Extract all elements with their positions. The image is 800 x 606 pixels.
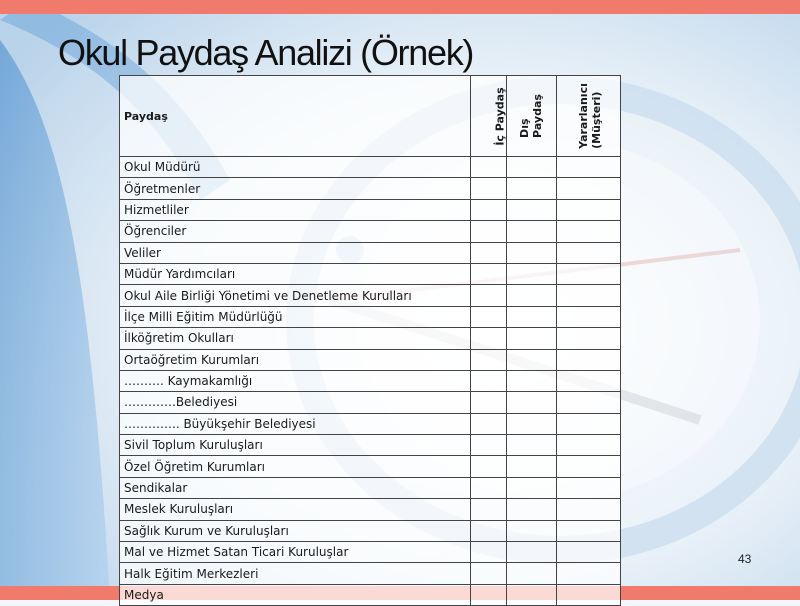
check-cell-external[interactable]: [506, 328, 556, 349]
check-cell-external[interactable]: [506, 456, 556, 477]
check-cell-internal[interactable]: [470, 370, 506, 391]
check-cell-beneficiary[interactable]: [556, 435, 620, 456]
stakeholder-name-cell: Meslek Kuruluşları: [120, 499, 471, 520]
check-cell-beneficiary[interactable]: [556, 157, 620, 178]
check-cell-beneficiary[interactable]: [556, 477, 620, 498]
table-row: [120, 456, 621, 477]
stakeholder-name-cell: İlçe Milli Eğitim Müdürlüğü: [120, 306, 471, 327]
table-row: [120, 520, 621, 541]
header-external: Dış Paydaş: [506, 76, 556, 157]
check-cell-external[interactable]: [506, 178, 556, 199]
check-cell-internal[interactable]: [470, 263, 506, 284]
table-row: [120, 199, 621, 220]
check-cell-external[interactable]: [506, 392, 556, 413]
check-cell-beneficiary[interactable]: [556, 584, 620, 605]
table-row: [120, 242, 621, 263]
check-cell-beneficiary[interactable]: [556, 263, 620, 284]
stakeholder-name-cell: Hizmetliler: [120, 199, 471, 220]
stakeholder-table: [119, 75, 621, 606]
header-internal: İç Paydaş: [470, 76, 506, 157]
table-row: [120, 328, 621, 349]
check-cell-beneficiary[interactable]: [556, 413, 620, 434]
table-row: [120, 263, 621, 284]
table-row: [120, 157, 621, 178]
check-cell-beneficiary[interactable]: [556, 306, 620, 327]
table-row: [120, 477, 621, 498]
stakeholder-name-cell: Mal ve Hizmet Satan Ticari Kuruluşlar: [120, 542, 471, 563]
check-cell-external[interactable]: [506, 306, 556, 327]
check-cell-internal[interactable]: [470, 349, 506, 370]
check-cell-internal[interactable]: [470, 413, 506, 434]
table-row: [120, 435, 621, 456]
table-row: [120, 392, 621, 413]
check-cell-external[interactable]: [506, 221, 556, 242]
check-cell-external[interactable]: [506, 413, 556, 434]
check-cell-external[interactable]: [506, 435, 556, 456]
check-cell-external[interactable]: [506, 263, 556, 284]
check-cell-beneficiary[interactable]: [556, 242, 620, 263]
check-cell-internal[interactable]: [470, 435, 506, 456]
check-cell-beneficiary[interactable]: [556, 520, 620, 541]
check-cell-beneficiary[interactable]: [556, 563, 620, 584]
stakeholder-name-cell: Okul Müdürü: [120, 157, 471, 178]
table-row: [120, 306, 621, 327]
check-cell-internal[interactable]: [470, 563, 506, 584]
check-cell-external[interactable]: [506, 285, 556, 306]
check-cell-external[interactable]: [506, 477, 556, 498]
stakeholder-name-cell: Sendikalar: [120, 477, 471, 498]
top-accent-bar: [0, 0, 800, 14]
stakeholder-name-cell: Veliler: [120, 242, 471, 263]
check-cell-internal[interactable]: [470, 306, 506, 327]
check-cell-internal[interactable]: [470, 157, 506, 178]
stakeholder-table-container: [119, 75, 621, 602]
check-cell-internal[interactable]: [470, 499, 506, 520]
table-row: [120, 584, 621, 605]
table-row: [120, 285, 621, 306]
stakeholder-name-cell: İlköğretim Okulları: [120, 328, 471, 349]
stakeholder-name-cell: Okul Aile Birliği Yönetimi ve Denetleme Kurulları: [120, 285, 471, 306]
slide-title: Okul Paydaş Analizi (Örnek): [58, 32, 474, 73]
header-stakeholder: Paydaş: [120, 76, 471, 157]
check-cell-beneficiary[interactable]: [556, 499, 620, 520]
table-row: [120, 178, 621, 199]
stakeholder-name-cell: Müdür Yardımcıları: [120, 263, 471, 284]
table-row: [120, 370, 621, 391]
check-cell-external[interactable]: [506, 584, 556, 605]
stakeholder-name-cell: ………. Kaymakamlığı: [120, 370, 471, 391]
table-row: [120, 221, 621, 242]
check-cell-beneficiary[interactable]: [556, 328, 620, 349]
check-cell-external[interactable]: [506, 499, 556, 520]
stakeholder-name-cell: Sivil Toplum Kuruluşları: [120, 435, 471, 456]
stakeholder-name-cell: Sağlık Kurum ve Kuruluşları: [120, 520, 471, 541]
check-cell-external[interactable]: [506, 370, 556, 391]
check-cell-internal[interactable]: [470, 542, 506, 563]
check-cell-internal[interactable]: [470, 285, 506, 306]
check-cell-internal[interactable]: [470, 456, 506, 477]
stakeholder-name-cell: Medya: [120, 584, 471, 605]
table-header-row: [120, 76, 621, 157]
check-cell-internal[interactable]: [470, 221, 506, 242]
check-cell-beneficiary[interactable]: [556, 178, 620, 199]
stakeholder-name-cell: Öğrenciler: [120, 221, 471, 242]
stakeholder-name-cell: ………….. Büyükşehir Belediyesi: [120, 413, 471, 434]
check-cell-external[interactable]: [506, 349, 556, 370]
check-cell-internal[interactable]: [470, 242, 506, 263]
check-cell-external[interactable]: [506, 520, 556, 541]
page-number: 43: [738, 552, 752, 566]
check-cell-external[interactable]: [506, 157, 556, 178]
header-beneficiary: Yararlanıcı (Müşteri): [556, 76, 620, 157]
check-cell-internal[interactable]: [470, 328, 506, 349]
check-cell-beneficiary[interactable]: [556, 221, 620, 242]
check-cell-external[interactable]: [506, 563, 556, 584]
check-cell-beneficiary[interactable]: [556, 349, 620, 370]
check-cell-internal[interactable]: [470, 178, 506, 199]
check-cell-internal[interactable]: [470, 584, 506, 605]
check-cell-external[interactable]: [506, 542, 556, 563]
check-cell-beneficiary[interactable]: [556, 285, 620, 306]
check-cell-internal[interactable]: [470, 477, 506, 498]
check-cell-beneficiary[interactable]: [556, 392, 620, 413]
check-cell-external[interactable]: [506, 242, 556, 263]
stakeholder-name-cell: Öğretmenler: [120, 178, 471, 199]
table-row: [120, 563, 621, 584]
check-cell-internal[interactable]: [470, 392, 506, 413]
stakeholder-name-cell: Özel Öğretim Kurumları: [120, 456, 471, 477]
stakeholder-name-cell: Ortaöğretim Kurumları: [120, 349, 471, 370]
check-cell-beneficiary[interactable]: [556, 370, 620, 391]
check-cell-beneficiary[interactable]: [556, 542, 620, 563]
stakeholder-name-cell: Halk Eğitim Merkezleri: [120, 563, 471, 584]
check-cell-beneficiary[interactable]: [556, 456, 620, 477]
check-cell-internal[interactable]: [470, 199, 506, 220]
check-cell-internal[interactable]: [470, 520, 506, 541]
stakeholder-name-cell: ………….Belediyesi: [120, 392, 471, 413]
check-cell-beneficiary[interactable]: [556, 199, 620, 220]
check-cell-external[interactable]: [506, 199, 556, 220]
table-row: [120, 349, 621, 370]
table-row: [120, 542, 621, 563]
table-row: [120, 499, 621, 520]
table-row: [120, 413, 621, 434]
